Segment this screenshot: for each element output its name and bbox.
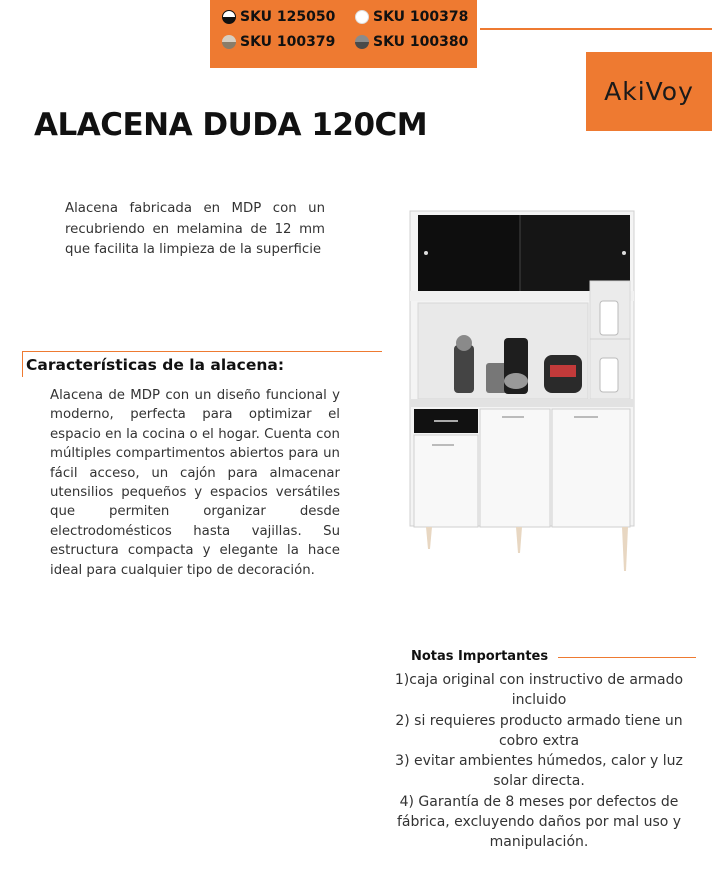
section-divider	[22, 351, 23, 377]
sku-code: SKU 125050	[240, 9, 336, 25]
note-item: 3) evitar ambientes húmedos, calor y luz solar directa.	[395, 753, 683, 790]
sku-code: SKU 100378	[373, 9, 469, 25]
notes-heading: Notas Importantes	[411, 649, 549, 664]
notes-divider	[558, 657, 696, 658]
sku-code: SKU 100380	[373, 34, 469, 50]
logo-text: AkiVoy	[604, 77, 694, 106]
sku-option	[222, 34, 335, 50]
color-swatch-icon	[222, 10, 236, 24]
sku-option	[355, 9, 468, 25]
notes-list	[384, 670, 694, 853]
product-image	[404, 203, 652, 573]
note-item: 4) Garantía de 8 meses por defectos de fábrica, excluyendo daños por mal uso y manipulación.	[396, 793, 682, 851]
features-heading: Características de la alacena:	[26, 356, 285, 374]
sku-option	[355, 34, 468, 50]
note-item: 2) si requieres producto armado tiene un cobro extra	[395, 712, 683, 749]
intro-text: Alacena fabricada en MDP con un recubriendo en melamina de 12 mm que facilita la limpieza de la superficie	[65, 201, 325, 257]
sku-code: SKU 100379	[240, 34, 336, 50]
note-item: 1)caja original con instructivo de armado incluido	[394, 672, 684, 709]
sku-option	[222, 9, 335, 25]
color-swatch-icon	[355, 10, 369, 24]
brand-logo	[586, 52, 712, 131]
section-divider	[22, 351, 382, 352]
page-title: ALACENA DUDA 120CM	[34, 107, 428, 143]
sku-header	[210, 0, 477, 68]
color-swatch-icon	[222, 35, 236, 49]
header-rule	[480, 28, 712, 30]
features-text: Alacena de MDP con un diseño funcional y moderno, perfecta para optimizar el espacio en la cocina o el hogar. Cuenta con múltiples compartimentos abiertos para un fácil acceso, un cajón para almacenar utensilios pequeños y espacios versátiles que permiten organizar desde electrodomésticos hasta vajillas. Su estructura compacta y elegante la hace ideal para cualquier tipo de decoración.	[50, 388, 340, 578]
color-swatch-icon	[355, 35, 369, 49]
